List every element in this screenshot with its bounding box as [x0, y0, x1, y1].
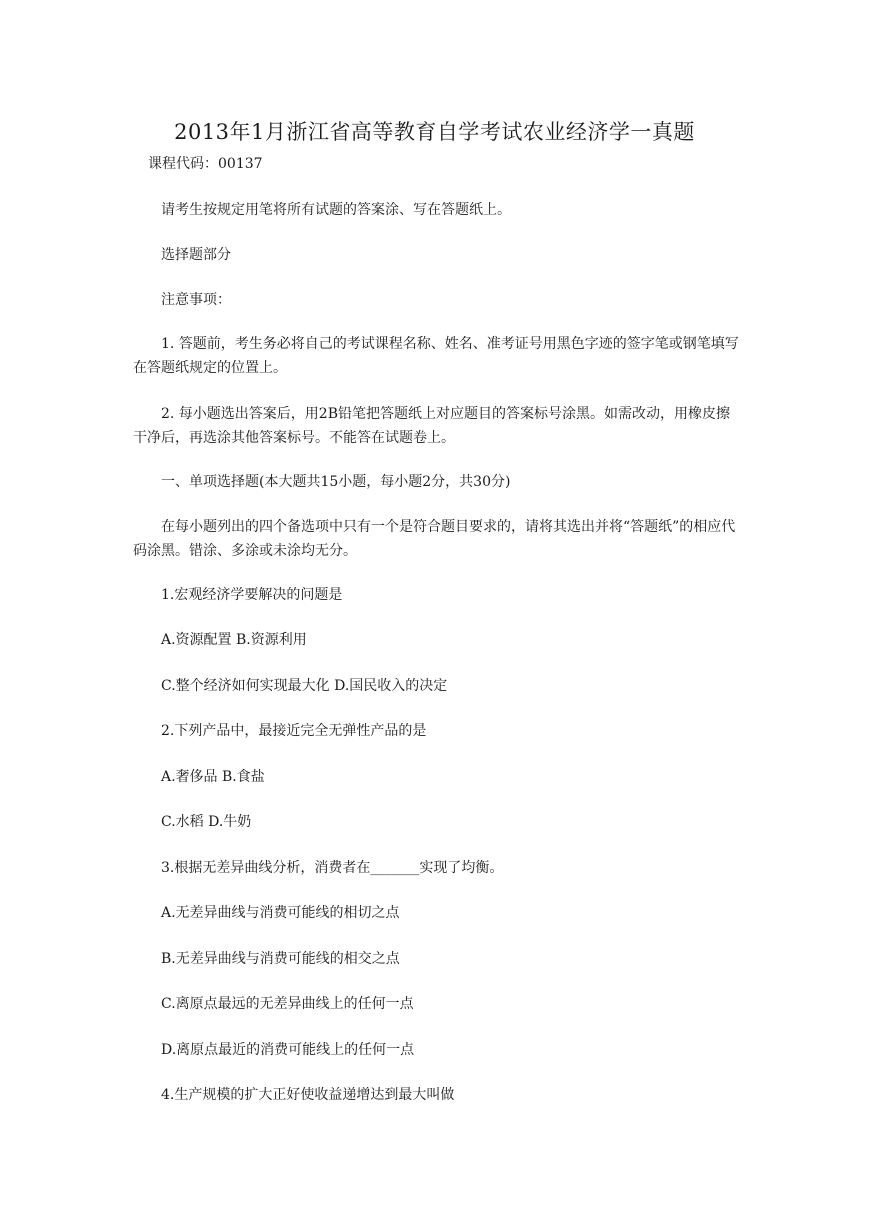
- note-item-1: 1. 答题前，考生务必将自己的考试课程名称、姓名、准考证号用黑色字迹的签字笔或钢笔填写在答题纸规定的位置上。: [133, 336, 739, 376]
- question-3-option-d: D.离原点最近的消费可能线上的任何一点: [161, 1042, 415, 1058]
- part-heading: 一、单项选择题(本大题共15小题，每小题2分，共30分): [161, 474, 511, 490]
- question-3-option-a: A.无差异曲线与消费可能线的相切之点: [161, 905, 400, 921]
- document-title: 2013年1月浙江省高等教育自学考试农业经济学一真题: [174, 120, 695, 144]
- notes-heading: 注意事项：: [161, 292, 231, 308]
- question-3-option-b: B.无差异曲线与消费可能线的相交之点: [161, 951, 400, 967]
- note-item-2: 2. 每小题选出答案后，用2B铅笔把答题纸上对应题目的答案标号涂黑。如需改动，用橡皮擦干净后，再选涂其他答案标号。不能答在试题卷上。: [133, 406, 731, 446]
- part-instructions: 在每小题列出的四个备选项中只有一个是符合题目要求的，请将其选出并将“答题纸”的相应代码涂黑。错涂、多涂或未涂均无分。: [133, 519, 736, 559]
- question-4: 4.生产规模的扩大正好使收益递增达到最大叫做: [161, 1087, 455, 1103]
- question-1: 1.宏观经济学要解决的问题是: [161, 587, 343, 603]
- instruction-paragraph: 请考生按规定用笔将所有试题的答案涂、写在答题纸上。: [161, 202, 511, 218]
- question-2-options-cd: C.水稻 D.牛奶: [161, 814, 252, 830]
- question-3: 3.根据无差异曲线分析，消费者在_______实现了均衡。: [161, 860, 504, 876]
- question-2: 2.下列产品中，最接近完全无弹性产品的是: [161, 723, 427, 739]
- section-heading: 选择题部分: [161, 247, 231, 263]
- question-1-options-cd: C.整个经济如何实现最大化 D.国民收入的决定: [161, 678, 448, 694]
- question-2-options-ab: A.奢侈品 B.食盐: [161, 769, 265, 785]
- question-3-option-c: C.离原点最远的无差异曲线上的任何一点: [161, 996, 414, 1012]
- course-code: 课程代码：00137: [148, 156, 263, 172]
- question-1-options-ab: A.资源配置 B.资源利用: [161, 632, 307, 648]
